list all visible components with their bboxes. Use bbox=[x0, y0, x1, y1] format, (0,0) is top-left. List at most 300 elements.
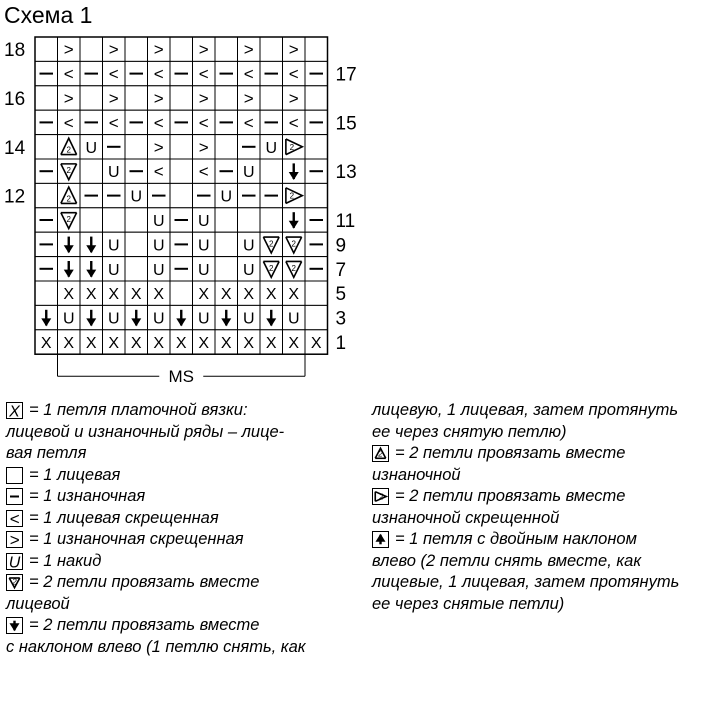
chart-cell bbox=[35, 305, 58, 329]
chart-row-9 bbox=[35, 232, 328, 256]
knit-twisted-symbol: < bbox=[108, 64, 119, 84]
chart-cell bbox=[283, 305, 306, 329]
legend-line bbox=[6, 637, 356, 659]
chart-cell bbox=[260, 183, 283, 207]
yarn-over-symbol: U bbox=[197, 310, 210, 328]
legend-text: = 1 петля с двойным наклоном bbox=[395, 530, 637, 548]
garter-stitch-symbol: X bbox=[288, 286, 300, 304]
purl-twisted-symbol: > bbox=[153, 40, 164, 60]
chart-cell bbox=[58, 37, 81, 61]
chart-title: Схема 1 bbox=[4, 2, 93, 28]
chart-cell bbox=[215, 61, 238, 85]
garter-stitch-symbol: X bbox=[108, 335, 120, 352]
legend-text: изнаночной скрещенной bbox=[372, 508, 560, 527]
garter-stitch-symbol: X bbox=[130, 335, 142, 352]
row-number-label: 5 bbox=[335, 284, 347, 306]
chart-cell bbox=[193, 86, 216, 110]
row-number-label: 15 bbox=[335, 113, 357, 135]
chart-cell bbox=[103, 86, 126, 110]
garter-stitch-symbol: X bbox=[108, 286, 120, 304]
chart-cell bbox=[58, 208, 81, 232]
legend-text: = 2 петли провязать вместе bbox=[395, 444, 626, 462]
chart-cell bbox=[215, 110, 238, 134]
svg-text:2: 2 bbox=[66, 145, 71, 155]
garter-stitch-symbol: X bbox=[265, 286, 277, 304]
chart-cell bbox=[80, 208, 103, 232]
chart-cell bbox=[215, 183, 238, 207]
chart-cell bbox=[58, 232, 81, 256]
chart-row-5 bbox=[35, 281, 328, 305]
chart-cell bbox=[35, 257, 58, 281]
yarn-over-symbol: U bbox=[8, 554, 21, 569]
legend-text: влево (2 петли снять вместе, как bbox=[372, 551, 642, 570]
chart-cell bbox=[125, 183, 148, 207]
chart-cell bbox=[148, 281, 171, 305]
chart-cell bbox=[170, 257, 193, 281]
chart-cell bbox=[193, 135, 216, 159]
chart-cell bbox=[58, 159, 81, 183]
chart-cell bbox=[305, 37, 328, 61]
row-number-label: 17 bbox=[335, 64, 357, 86]
chart-cell bbox=[148, 110, 171, 134]
chart-cell bbox=[35, 330, 58, 354]
chart-cell bbox=[305, 86, 328, 110]
chart-cell bbox=[58, 257, 81, 281]
chart-cell bbox=[260, 257, 283, 281]
chart-cell bbox=[80, 110, 103, 134]
svg-text:2: 2 bbox=[289, 142, 295, 152]
chart-cell bbox=[238, 159, 261, 183]
chart-cell bbox=[260, 330, 283, 354]
legend-right-column bbox=[372, 400, 717, 615]
chart-cell bbox=[35, 183, 58, 207]
legend-line bbox=[372, 443, 717, 465]
purl-twisted-symbol: > bbox=[108, 89, 119, 108]
garter-stitch-symbol: X bbox=[130, 286, 142, 304]
chart-cell bbox=[58, 86, 81, 110]
purl-twisted-symbol: > bbox=[153, 89, 164, 108]
chart-cell bbox=[193, 208, 216, 232]
svg-text:2: 2 bbox=[66, 194, 71, 204]
yarn-over-symbol: U bbox=[242, 164, 255, 182]
knit-twisted-symbol: < bbox=[153, 64, 164, 84]
purl-twisted-symbol: > bbox=[9, 532, 20, 548]
chart-row-13 bbox=[35, 159, 328, 183]
yarn-over-symbol: U bbox=[197, 213, 210, 230]
legend-left-column bbox=[6, 400, 356, 658]
chart-cell bbox=[148, 330, 171, 354]
legend-line bbox=[372, 508, 717, 530]
svg-text:2: 2 bbox=[269, 239, 274, 249]
legend-line bbox=[6, 615, 356, 637]
legend-line bbox=[372, 551, 717, 573]
knit-twisted-symbol: < bbox=[153, 113, 164, 133]
chart-row-16 bbox=[35, 86, 328, 110]
chart-cell bbox=[148, 37, 171, 61]
legend-line bbox=[6, 443, 356, 465]
chart-cell bbox=[170, 305, 193, 329]
chart-cell bbox=[283, 110, 306, 134]
chart-cell bbox=[170, 281, 193, 305]
row-number-label: 3 bbox=[335, 308, 347, 330]
chart-cell bbox=[170, 110, 193, 134]
chart-cell bbox=[305, 183, 328, 207]
chart-cell bbox=[103, 330, 126, 354]
chart-cell bbox=[103, 305, 126, 329]
garter-stitch-symbol: X bbox=[243, 335, 255, 352]
yarn-over-symbol: U bbox=[107, 310, 120, 328]
chart-cell bbox=[238, 208, 261, 232]
legend-line bbox=[6, 486, 356, 508]
chart-cell bbox=[125, 232, 148, 256]
chart-cell bbox=[215, 159, 238, 183]
chart-cell bbox=[148, 86, 171, 110]
chart-cell bbox=[215, 330, 238, 354]
purl-twisted-symbol: > bbox=[153, 137, 164, 157]
knit-twisted-symbol: < bbox=[243, 64, 254, 84]
legend-text: с наклоном влево (1 петлю снять, как bbox=[6, 637, 306, 656]
chart-cell bbox=[80, 61, 103, 85]
svg-text:2: 2 bbox=[12, 577, 17, 587]
garter-stitch-symbol: X bbox=[310, 335, 322, 352]
chart-cell bbox=[103, 37, 126, 61]
yarn-over-symbol: U bbox=[242, 310, 255, 328]
chart-cell bbox=[283, 281, 306, 305]
chart-cell bbox=[170, 37, 193, 61]
chart-cell bbox=[260, 61, 283, 85]
chart-cell bbox=[148, 232, 171, 256]
chart-row-18 bbox=[35, 37, 328, 61]
chart-cell bbox=[193, 257, 216, 281]
legend-text: лицевой и изнаночный ряды – лице- bbox=[6, 422, 285, 441]
chart-row-12 bbox=[35, 183, 328, 207]
chart-cell bbox=[103, 257, 126, 281]
chart-cell bbox=[193, 159, 216, 183]
legend-text: = 1 лицевая bbox=[29, 465, 121, 484]
legend-line bbox=[6, 465, 356, 487]
chart-cell bbox=[260, 159, 283, 183]
chart-cell bbox=[260, 281, 283, 305]
chart-cell bbox=[238, 135, 261, 159]
chart-cell bbox=[80, 86, 103, 110]
double-decrease-arrow-icon bbox=[376, 534, 386, 545]
garter-stitch-symbol: X bbox=[153, 335, 165, 352]
chart-cell bbox=[35, 159, 58, 183]
repeat-label: MS bbox=[168, 367, 194, 387]
knit-twisted-symbol: < bbox=[243, 113, 254, 133]
legend-text: лицевые, 1 лицевая, затем протянуть bbox=[372, 573, 680, 591]
garter-stitch-symbol: X bbox=[198, 335, 210, 352]
chart-cell bbox=[238, 61, 261, 85]
p2tog-symbol bbox=[375, 449, 386, 459]
purl-twisted-symbol: > bbox=[198, 137, 209, 157]
legend-line bbox=[372, 594, 717, 616]
chart-cell bbox=[35, 61, 58, 85]
legend-line bbox=[372, 422, 717, 444]
legend-text: = 2 петли провязать вместе bbox=[29, 573, 260, 591]
knit-twisted-symbol: < bbox=[63, 113, 74, 133]
yarn-over-symbol: U bbox=[242, 261, 255, 279]
chart-row-11 bbox=[35, 208, 328, 232]
yarn-over-symbol: U bbox=[197, 261, 210, 279]
chart-cell bbox=[215, 232, 238, 256]
chart-cell bbox=[125, 257, 148, 281]
yarn-over-symbol: U bbox=[62, 310, 75, 328]
chart-cell bbox=[283, 135, 306, 159]
chart-cell bbox=[148, 159, 171, 183]
legend-line bbox=[6, 551, 356, 573]
garter-stitch-symbol: X bbox=[220, 335, 232, 352]
svg-text:2: 2 bbox=[378, 449, 383, 459]
chart-cell bbox=[260, 135, 283, 159]
chart-cell bbox=[283, 61, 306, 85]
chart-cell bbox=[193, 61, 216, 85]
legend-symbol-box bbox=[372, 445, 389, 462]
chart-cell bbox=[58, 135, 81, 159]
chart-cell bbox=[148, 183, 171, 207]
chart-cell bbox=[148, 135, 171, 159]
chart-cell bbox=[148, 257, 171, 281]
chart-cell bbox=[305, 281, 328, 305]
chart-cell bbox=[35, 110, 58, 134]
chart-cell bbox=[238, 86, 261, 110]
chart-row-3 bbox=[35, 305, 328, 329]
chart-cell bbox=[260, 110, 283, 134]
chart-cell bbox=[283, 183, 306, 207]
purl-twisted-symbol: > bbox=[243, 40, 254, 60]
legend-symbol-box bbox=[372, 488, 389, 505]
chart-cell bbox=[215, 305, 238, 329]
chart-cell bbox=[193, 183, 216, 207]
chart-cell bbox=[193, 281, 216, 305]
legend-text: вая петля bbox=[6, 444, 87, 462]
chart-cell bbox=[215, 86, 238, 110]
garter-stitch-symbol: X bbox=[40, 335, 52, 352]
yarn-over-symbol: U bbox=[287, 310, 300, 328]
row-number-label: 1 bbox=[335, 333, 347, 354]
legend-text: ее через снятые петли) bbox=[372, 594, 565, 613]
chart-cell bbox=[58, 281, 81, 305]
yarn-over-symbol: U bbox=[265, 139, 278, 157]
legend-symbol-box bbox=[6, 617, 23, 634]
chart-cell bbox=[80, 281, 103, 305]
knit-twisted-symbol: < bbox=[288, 113, 299, 133]
chart-cell bbox=[283, 257, 306, 281]
chart-cell bbox=[148, 208, 171, 232]
chart-cell bbox=[238, 110, 261, 134]
chart-cell bbox=[58, 183, 81, 207]
legend-line bbox=[6, 508, 356, 530]
legend-line bbox=[372, 572, 717, 594]
chart-cell bbox=[193, 305, 216, 329]
svg-text:2: 2 bbox=[289, 191, 295, 201]
yarn-over-symbol: U bbox=[130, 188, 143, 206]
chart-cell bbox=[170, 159, 193, 183]
yarn-over-symbol: U bbox=[152, 237, 165, 255]
garter-stitch-symbol: X bbox=[85, 335, 97, 352]
chart-cell bbox=[283, 86, 306, 110]
chart-cell bbox=[283, 232, 306, 256]
purl-twisted-symbol: > bbox=[63, 40, 74, 60]
knit-twisted-symbol: < bbox=[198, 64, 209, 84]
legend-text: = 1 изнаночная bbox=[29, 487, 146, 505]
chart-cell bbox=[80, 159, 103, 183]
chart-cell bbox=[238, 330, 261, 354]
chart-cell bbox=[125, 208, 148, 232]
chart-cell bbox=[260, 305, 283, 329]
legend-text: = 2 петли провязать вместе bbox=[29, 616, 260, 634]
chart-cell bbox=[283, 37, 306, 61]
chart-cell bbox=[58, 110, 81, 134]
chart-row-14 bbox=[35, 135, 328, 159]
chart-row-17 bbox=[35, 61, 328, 85]
chart-cell bbox=[148, 305, 171, 329]
chart-cell bbox=[283, 159, 306, 183]
chart-cell bbox=[283, 330, 306, 354]
knit-twisted-symbol: < bbox=[288, 64, 299, 84]
legend-symbol-box bbox=[372, 531, 389, 548]
chart-cell bbox=[35, 37, 58, 61]
chart-cell bbox=[305, 159, 328, 183]
svg-text:2: 2 bbox=[291, 263, 296, 273]
garter-stitch-symbol: X bbox=[9, 403, 20, 419]
knit-twisted-symbol: < bbox=[198, 162, 209, 182]
chart-cell bbox=[260, 37, 283, 61]
chart-cell bbox=[80, 37, 103, 61]
chart-cell bbox=[103, 208, 126, 232]
chart-cell bbox=[305, 208, 328, 232]
chart-cell bbox=[80, 305, 103, 329]
yarn-over-symbol: U bbox=[242, 237, 255, 255]
chart-cell bbox=[283, 208, 306, 232]
garter-stitch-symbol: X bbox=[63, 335, 75, 352]
chart-cell bbox=[80, 330, 103, 354]
chart-cell bbox=[148, 61, 171, 85]
legend-symbol-box bbox=[6, 402, 23, 419]
chart-cell bbox=[305, 257, 328, 281]
chart-cell bbox=[215, 257, 238, 281]
legend-text: = 1 лицевая скрещенная bbox=[29, 508, 219, 527]
chart-cell bbox=[80, 135, 103, 159]
chart-cell bbox=[58, 305, 81, 329]
chart-cell bbox=[35, 208, 58, 232]
chart-cell bbox=[215, 281, 238, 305]
svg-text:2: 2 bbox=[291, 239, 296, 249]
chart-cell bbox=[80, 232, 103, 256]
row-number-label: 14 bbox=[4, 137, 26, 159]
chart-cell bbox=[305, 61, 328, 85]
chart-cell bbox=[35, 232, 58, 256]
chart-cell bbox=[193, 232, 216, 256]
knit-twisted-symbol: < bbox=[153, 162, 164, 182]
garter-stitch-symbol: X bbox=[220, 286, 232, 304]
legend-text: ее через снятую петлю) bbox=[372, 422, 567, 441]
legend-text: = 1 накид bbox=[29, 551, 102, 570]
svg-text:2: 2 bbox=[66, 166, 71, 176]
chart-cell bbox=[125, 159, 148, 183]
chart-cell bbox=[215, 208, 238, 232]
yarn-over-symbol: U bbox=[85, 139, 98, 157]
garter-stitch-symbol: X bbox=[63, 286, 75, 304]
legend-line bbox=[6, 422, 356, 444]
chart-cell bbox=[35, 135, 58, 159]
legend-line bbox=[372, 400, 717, 422]
yarn-over-symbol: U bbox=[107, 164, 120, 182]
chart-cell bbox=[170, 330, 193, 354]
legend-symbol-box bbox=[6, 553, 23, 570]
chart-cell bbox=[193, 37, 216, 61]
legend-line bbox=[6, 400, 356, 422]
legend-text: = 1 петля платочной вязки: bbox=[29, 401, 248, 419]
yarn-over-symbol: U bbox=[152, 261, 165, 279]
chart-cell bbox=[305, 305, 328, 329]
chart-cell bbox=[125, 305, 148, 329]
row-number-label: 12 bbox=[4, 186, 26, 208]
garter-stitch-symbol: X bbox=[153, 286, 165, 304]
chart-cell bbox=[170, 183, 193, 207]
chart-cell bbox=[193, 110, 216, 134]
legend-text: = 1 изнаночная скрещенная bbox=[29, 530, 244, 548]
legend-line bbox=[372, 529, 717, 551]
chart-cell bbox=[305, 135, 328, 159]
chart-cell bbox=[103, 281, 126, 305]
chart-cell bbox=[125, 330, 148, 354]
chart-cell bbox=[238, 37, 261, 61]
purl-twisted-symbol: > bbox=[288, 40, 299, 60]
yarn-over-symbol: U bbox=[152, 310, 165, 328]
chart-cell bbox=[103, 61, 126, 85]
legend-line bbox=[6, 572, 356, 594]
chart-cell bbox=[260, 208, 283, 232]
chart-cell bbox=[125, 281, 148, 305]
chart-cell bbox=[35, 86, 58, 110]
chart-cell bbox=[305, 232, 328, 256]
chart-row-7 bbox=[35, 257, 328, 281]
chart-cell bbox=[260, 232, 283, 256]
row-number-label: 13 bbox=[335, 162, 357, 184]
chart-cell bbox=[170, 208, 193, 232]
legend-text: изнаночной bbox=[372, 465, 461, 484]
chart-cell bbox=[58, 61, 81, 85]
knit-twisted-symbol: < bbox=[198, 113, 209, 133]
purl-twisted-symbol: > bbox=[108, 40, 119, 60]
chart-cell bbox=[80, 183, 103, 207]
chart-cell bbox=[103, 159, 126, 183]
legend-text: = 2 петли провязать вместе bbox=[395, 487, 626, 505]
purl-twisted-symbol: > bbox=[63, 89, 74, 108]
row-number-label: 18 bbox=[4, 40, 26, 62]
repeat-bracket bbox=[58, 354, 306, 386]
chart-cell bbox=[80, 257, 103, 281]
chart-cell bbox=[103, 232, 126, 256]
chart-cell bbox=[103, 135, 126, 159]
chart-cell bbox=[125, 61, 148, 85]
ssk-arrow-icon bbox=[10, 621, 20, 632]
chart-cell bbox=[125, 86, 148, 110]
chart-cell bbox=[170, 232, 193, 256]
chart-row-15 bbox=[35, 110, 328, 134]
chart-cell bbox=[238, 257, 261, 281]
legend-text: лицевую, 1 лицевая, затем протянуть bbox=[372, 401, 679, 419]
yarn-over-symbol: U bbox=[107, 261, 120, 279]
yarn-over-symbol: U bbox=[107, 237, 120, 255]
garter-stitch-symbol: X bbox=[85, 286, 97, 304]
chart-cell bbox=[260, 86, 283, 110]
legend-symbol-box bbox=[6, 510, 23, 527]
legend-symbol-box bbox=[6, 467, 23, 484]
garter-stitch-symbol: X bbox=[198, 286, 210, 304]
chart-cell bbox=[125, 37, 148, 61]
